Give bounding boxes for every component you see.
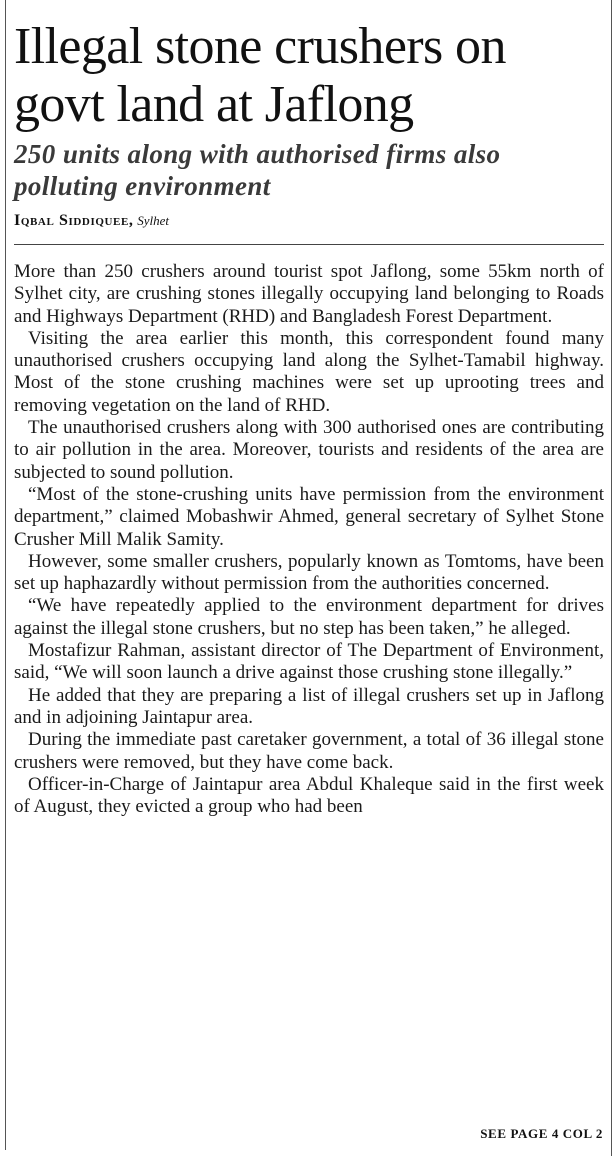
subheadline: 250 units along with authorised firms also polluting environment — [14, 139, 501, 201]
headline: Illegal stone crushers on govt land at Jaflong — [14, 18, 506, 133]
article-paragraph: Mostafizur Rahman, assistant director of The Department of Environment, said, “We will soon launch a drive against those crushing stone illegally.” — [14, 640, 604, 684]
article-paragraph: Officer-in-Charge of Jaintapur area Abdul Khaleque said in the first week of August, they evicted a group who had been — [14, 773, 604, 818]
byline-divider — [14, 244, 604, 245]
article-paragraph: The unauthorised crushers along with 300 authorised ones are contributing to air pollution in the area. Moreover, tourists and residents of the area are subjected to sound pollution. — [14, 417, 604, 483]
left-column-rule — [5, 0, 6, 1150]
byline-author: Iqbal Siddiquee, — [14, 212, 134, 229]
article-paragraph: During the immediate past caretaker government, a total of 36 illegal stone crushers were removed, but they have come back. — [14, 729, 604, 773]
byline — [14, 212, 604, 230]
article-paragraph: “We have repeatedly applied to the environment department for drives against the illegal stone crushers, but no step has been taken,” he alleged. — [14, 595, 604, 639]
right-column-rule — [611, 0, 612, 1156]
continuation-jump-line: SEE PAGE 4 COL 2 — [480, 1126, 603, 1141]
article-paragraph: However, some smaller crushers, popularly known as Tomtoms, have been set up haphazardly without permission from the authorities concerned. — [14, 550, 604, 595]
article-body — [14, 261, 604, 818]
article-paragraph: He added that they are preparing a list of illegal crushers set up in Jaflong and in adjoining Jaintapur area. — [14, 684, 604, 728]
news-article — [14, 0, 604, 818]
article-paragraph: Visiting the area earlier this month, this correspondent found many unauthorised crushers occupying land along the Sylhet-Tamabil highway. Most of the stone crushing machines were set up uprooting trees and removing vegetation on the land of RHD. — [14, 327, 604, 416]
byline-location: Sylhet — [137, 213, 170, 228]
article-paragraph: More than 250 crushers around tourist spot Jaflong, some 55km north of Sylhet city, are crushing stones illegally occupying land belonging to Roads and Highways Department (RHD) and Bangladesh Forest Department. — [14, 261, 604, 327]
article-paragraph: “Most of the stone-crushing units have permission from the environment department,” claimed Mobashwir Ahmed, general secretary of Sylhet Stone Crusher Mill Malik Samity. — [14, 483, 604, 550]
